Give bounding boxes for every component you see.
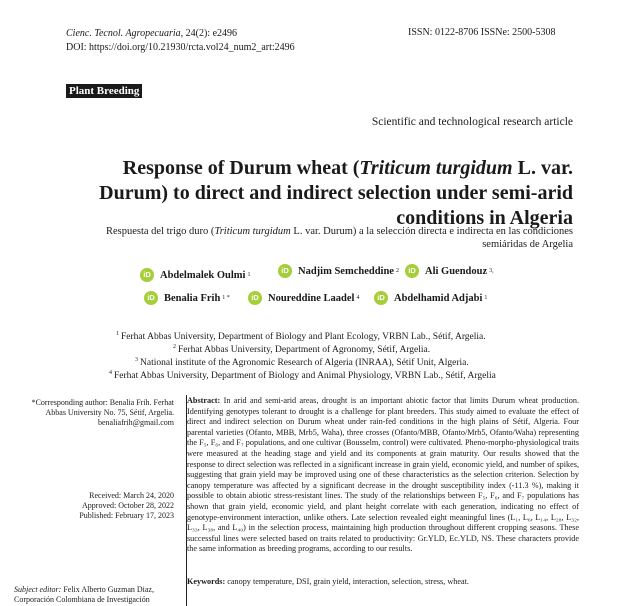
author-entry[interactable] [248, 291, 359, 305]
orcid-icon[interactable]: iD [374, 291, 388, 305]
article-type: Scientific and technological research article [371, 116, 573, 128]
abstract-text: In arid and semi-arid areas, drought is an important abiotic factor that limits Durum wheat production. Identifying genotypes tolerant to drought is a challenge for plant breeders. This study aimed to evaluate the effect of direct and indirect selection on Durum wheat under rain-fed conditions in the high plains of Sétif, Algeria. Four parental varieties (Ofanto, MBB, Mrb5, Waha), three crosses (Ofanto/MBB, Ofanto/Mrb5, Ofanto/Waha) representing the F₅, F₆, and F₇ populations, and one cultivar (Bousselm, control) were cultivated. Pheno-morpho-physiological traits were measured at the heading stage and yield and its components at grain maturity. Our results showed that the response to direct selection was reflected in a significant increase in grain yield, economic yield, and number of spikes, suggesting that grain yield may be improved using one of these characteristics as the selection criterion. Selection by canopy temperature was affected by a significant decrease in the drought susceptibility index (-11.3 %), making it possible to obtain abiotic stress-resistant lines. The study of the relationships between F₅, F₆, and F₇ populations has shown that grain yield, economic yield, and plant height correlate with each generation, indicating no effect of genotype-environment interaction, unlike others. Late selection revealed eight meaningful lines (L₁, L₆, L₁₄, L₂₈, L₃₂, L₃₃, L₃₈, and L₄₀) in the selection process, maintaining high production throughout different cropping seasons. These successful lines were selected based on traits related to productivity: Gr.YLD, Ec.YLD, NS. These characters provide the same information as breeding programs, according to our results. [187, 396, 579, 554]
article-subtitle [93, 225, 573, 251]
author-entry[interactable] [140, 268, 250, 282]
keywords-label: Keywords: [187, 577, 226, 586]
affiliation-text: Ferhat Abbas University, Department of Agronomy, Sétif, Argelia. [178, 345, 431, 356]
affiliation-marker: 2 [173, 344, 176, 350]
author-name: Abdelhamid Adjabi [394, 292, 483, 304]
published-date: Published: February 17, 2023 [79, 511, 174, 520]
corresponding-author [14, 398, 174, 428]
journal-citation [66, 27, 295, 55]
author-affiliation-marker: 2 [395, 268, 399, 274]
author-name: Ali Guendouz [425, 265, 488, 277]
author-name: Nadjim Semcheddine [298, 265, 394, 277]
author-name: Abdelmalek Oulmi [160, 269, 246, 281]
subtitle-part1: Respuesta del trigo duro ( [105, 226, 215, 237]
affiliation-text: Ferhat Abbas University, Department of Biology and Plant Ecology, VRBN Lab., Sétif, Argelia. [121, 332, 486, 343]
title-species: Triticum turgidum [359, 157, 513, 179]
author-affiliation-marker: 1 [247, 272, 251, 278]
keywords [187, 577, 579, 586]
author-affiliation-marker: 1 [484, 295, 488, 301]
author-entry[interactable] [405, 264, 494, 278]
editor-label: Subject editor: [14, 585, 62, 594]
orcid-icon[interactable]: iD [278, 264, 292, 278]
title-part1: Response of Durum wheat ( [122, 157, 360, 179]
affiliation-item [109, 367, 496, 383]
approved-date: Approved: October 28, 2022 [82, 501, 174, 510]
editor-name: Felix Alberto Guzman Diaz, [61, 585, 154, 594]
editor-institution: Corporación Colombiana de Investigación [14, 595, 150, 604]
title-part2: L. var. Durum) to direct and indirect selection under semi-arid conditions in Algeria [99, 157, 573, 229]
author-affiliation-marker: 1 * [222, 295, 230, 301]
orcid-icon[interactable]: iD [405, 264, 419, 278]
section-label: Plant Breeding [66, 84, 142, 98]
orcid-icon[interactable]: iD [144, 291, 158, 305]
issn: ISSN: 0122-8706 ISSNe: 2500-5308 [408, 27, 556, 38]
abstract-label: Abstract: [187, 396, 221, 405]
corresponding-email[interactable]: benaliafrih@gmail.com [97, 418, 174, 427]
article-dates [14, 491, 174, 521]
author-name: Noureddine Laadel [268, 292, 355, 304]
subject-editor [14, 585, 174, 605]
journal-name: Cienc. Tecnol. Agropecuaria, [66, 28, 184, 39]
author-entry[interactable] [374, 291, 487, 305]
affiliation-text: National institute of the Agronomic Research of Algeria (INRAA), Sétif Unit, Algeria. [140, 358, 469, 369]
author-entry[interactable] [278, 264, 399, 278]
affiliation-marker: 1 [116, 331, 119, 337]
keywords-text: canopy temperature, DSI, grain yield, interaction, selection, stress, wheat. [225, 577, 469, 586]
subtitle-species: Triticum turgidum [214, 226, 291, 237]
corresponding-line: *Corresponding author: Benalia Frih. Ferhat [31, 398, 174, 407]
abstract [187, 396, 579, 555]
orcid-icon[interactable]: iD [140, 268, 154, 282]
author-entry[interactable] [144, 291, 230, 305]
corresponding-address: Abbas University No. 75, Sétif, Argelia. [45, 408, 174, 417]
affiliation-text: Ferhat Abbas University, Department of Biology and Animal Physiology, VRBN Lab., Sétif, Argelia [114, 371, 496, 382]
article-title [93, 156, 573, 231]
journal-volume: 24(2): e2496 [183, 28, 238, 39]
author-affiliation-marker: 4 [356, 295, 360, 301]
author-name: Benalia Frih [164, 292, 221, 304]
orcid-icon[interactable]: iD [248, 291, 262, 305]
received-date: Received: March 24, 2020 [89, 491, 174, 500]
affiliation-marker: 4 [109, 370, 112, 376]
author-affiliation-marker: 3, [489, 268, 494, 274]
doi-link[interactable]: DOI: https://doi.org/10.21930/rcta.vol24_num2_art:2496 [66, 42, 295, 53]
subtitle-part2: L. var. Durum) a la selección directa e indirecta en las condiciones semiáridas de Argelia [290, 226, 573, 250]
affiliation-marker: 3 [135, 357, 138, 363]
